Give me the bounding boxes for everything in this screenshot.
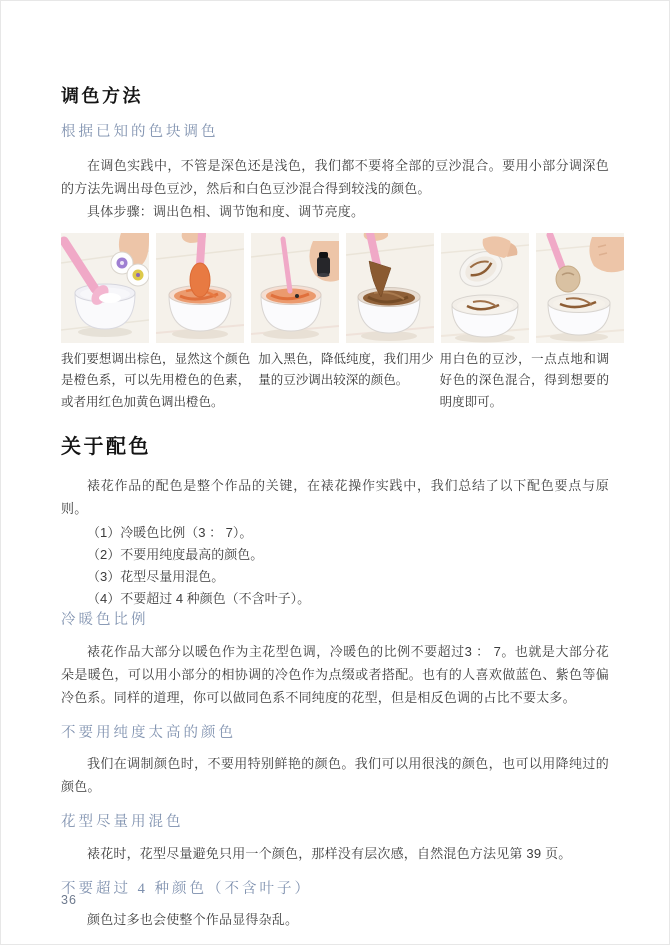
- photo-adding-black-coloring: [251, 233, 339, 343]
- photo-caption-2: 加入黑色，降低纯度，我们用少量的豆沙调出较深的颜色。: [258, 351, 434, 388]
- principle-item-1: （1）冷暖色比例（3 ： 7）。: [87, 525, 253, 541]
- paragraph-scheme-intro: 裱花作品的配色是整个作品的关键，在裱花操作实践中，我们总结了以下配色要点与原则。: [61, 478, 609, 517]
- photo-mixing-dark-brown-paste: [346, 233, 434, 343]
- principle-item-3: （3）花型尽量用混色。: [87, 569, 225, 585]
- paragraph-avoid-high-saturation: 我们在调制颜色时，不要用特别鲜艳的颜色。我们可以用很浅的颜色，也可以用降纯过的颜色。: [61, 756, 609, 795]
- photo-mixing-orange-paste: [156, 233, 244, 343]
- paragraph-warm-cool-ratio: 裱花作品大部分以暖色作为主花型色调，冷暖色的比例不要超过3 ： 7。也就是大部分花朵是暖色，可以用小部分的相协调的冷色作为点缀或者搭配。也有的人喜欢做蓝色、紫色等偏冷色系。同样的道理，你可以做同色系不同纯度的花型，但是相反色调的占比不要太多。: [61, 643, 609, 705]
- section-title-color-scheme: 关于配色: [61, 436, 151, 459]
- photo-caption-1: 我们要想调出棕色，显然这个颜色是橙色系，可以先用橙色的色素，或者用红色加黄色调出橙色。: [61, 351, 251, 409]
- photo-caption-3: 用白色的豆沙，一点点地和调好色的深色混合，得到想要的明度即可。: [439, 351, 609, 409]
- photo-blending-white-paste-into-dark: [536, 233, 624, 343]
- photo-captions: [61, 349, 609, 414]
- paragraph-mixing-intro: 在调色实践中，不管是深色还是浅色，我们都不要将全部的豆沙混合。要用小部分调深色的方法先调出母色豆沙，然后和白色豆沙混合得到较浅的颜色。: [61, 157, 609, 196]
- principle-item-4: （4）不要超过 4 种颜色（不含叶子）。: [87, 591, 311, 607]
- paragraph-use-blended-colors: 裱花时，花型尽量避免只用一个颜色，那样没有层次感，自然混色方法见第 39 页。: [87, 845, 572, 861]
- subsection-title-avoid-high-saturation: 不要用纯度太高的颜色: [61, 724, 236, 741]
- subsection-title-warm-cool-ratio: 冷暖色比例: [61, 612, 149, 629]
- subsection-title-max-four-colors: 不要超过 4 种颜色（不含叶子）: [61, 880, 312, 897]
- section-title-color-mixing: 调色方法: [61, 86, 143, 106]
- subsection-title-use-blended-colors: 花型尽量用混色: [61, 814, 184, 831]
- photo-strip: [61, 233, 624, 343]
- photo-white-paste-with-color-bottles: [61, 233, 149, 343]
- photo-tilting-bowl-with-dark-paste: [441, 233, 529, 343]
- principles-list: [61, 522, 609, 610]
- principle-item-2: （2）不要用纯度最高的颜色。: [87, 547, 264, 563]
- paragraph-mixing-steps: 具体步骤：调出色相、调节饱和度、调节亮度。: [87, 203, 365, 219]
- subsection-title-mix-from-known-color: 根据已知的色块调色: [61, 123, 219, 140]
- paragraph-max-four-colors: 颜色过多也会使整个作品显得杂乱。: [87, 911, 299, 927]
- page-number: 36: [61, 893, 77, 907]
